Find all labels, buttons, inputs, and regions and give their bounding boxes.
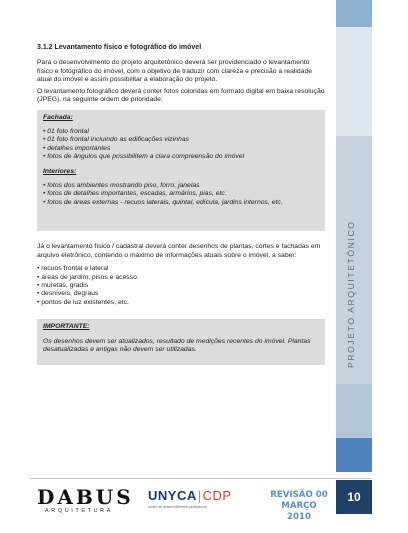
list-item: • 01 foto frontal incluindo as edificações vizinhas	[43, 136, 189, 144]
list-item: • fotos de áreas externas - recuos laterais, quintal, edícula, jardins internos, etc.	[43, 198, 283, 206]
sidebar-block-bottom	[336, 438, 372, 472]
footer-divider	[30, 478, 372, 479]
interiores-title: Interiores:	[43, 168, 77, 176]
cdp-text: CDP	[202, 488, 232, 503]
unyca-subtitle: centro de desenvolvimento profissional	[148, 505, 207, 509]
list-item: • fotos de detalhes importantes, escadas, armários, pias, etc.	[43, 190, 227, 198]
page-footer	[0, 472, 408, 533]
unyca-logo	[148, 488, 232, 513]
page-number-badge: 10	[336, 480, 372, 514]
list-item: • fotos dos ambientes mostrando piso, forro, janelas	[43, 181, 200, 189]
sidebar-block-mid	[336, 384, 372, 438]
photo-requirements-box	[37, 110, 325, 231]
list-item: • muretas, gradis	[37, 282, 89, 290]
list-item: • 01 foto frontal	[43, 127, 89, 135]
unyca-wordmark: UNYCA|CDP	[148, 488, 232, 503]
revision-label: REVISÃO 00	[270, 490, 328, 500]
important-text: Os desenhos devem ser atualizados, resultado de medições recentes do imóvel. Plantas desatualizadas e antigas não devem ser utilizadas.	[43, 337, 311, 354]
fachada-list	[43, 128, 319, 162]
survey-list	[37, 265, 325, 307]
sidebar-block-top	[336, 0, 372, 27]
page-content	[37, 44, 325, 365]
revision-date: MARÇO 2010	[281, 501, 317, 522]
list-item: • pontos de luz existentes, etc.	[37, 298, 129, 306]
list-item: • recuos frontal e lateral	[37, 265, 109, 273]
dabus-logo	[37, 485, 134, 517]
sidebar-vertical-label: PROJETO ARQUITETÔNICO	[346, 220, 356, 368]
list-item: • detalhes importantes	[43, 144, 111, 152]
important-title: IMPORTANTE:	[43, 323, 90, 331]
list-item: • fotos de ângulos que possibilitem a clara compreensão do imóvel	[43, 153, 245, 161]
dabus-wordmark: DABUS	[37, 485, 134, 509]
paragraph-survey: Já o levantamento físico / cadastral deverá conter desenhos de plantas, cortes e fachadas em arquivo eletrônico, contendo o máximo de informações atuais sobre o imóvel, a saber:	[37, 243, 321, 259]
paragraph-photo: O levantamento fotográfico deverá conter fotos coloridas em formato digital em baixa resolução (JPEG), na seguinte ordem de prioridade:	[37, 87, 325, 104]
list-item: • áreas de jardim, pisos e acesso	[37, 273, 137, 281]
revision-info	[268, 490, 330, 523]
section-heading: 3.1.2 Levantamento físico e fotográfico do imóvel	[37, 44, 202, 51]
unyca-text: UNYCA	[148, 488, 197, 503]
interiores-list	[43, 182, 319, 207]
paragraph-intro: Para o desenvolvimento do projeto arquitetônico deverá ser providenciado o levantamento físico e fotográfico do imóvel, com o objetivo de traduzir com clareza e precisão a realidade atual do imóvel e assim possibilitar a elaboração do projeto.	[37, 59, 313, 84]
list-item: • desníveis, degraus	[37, 290, 99, 298]
dabus-subtitle: ARQUITETURA	[44, 508, 114, 514]
important-box	[37, 319, 325, 365]
fachada-title: Fachada:	[43, 114, 73, 122]
